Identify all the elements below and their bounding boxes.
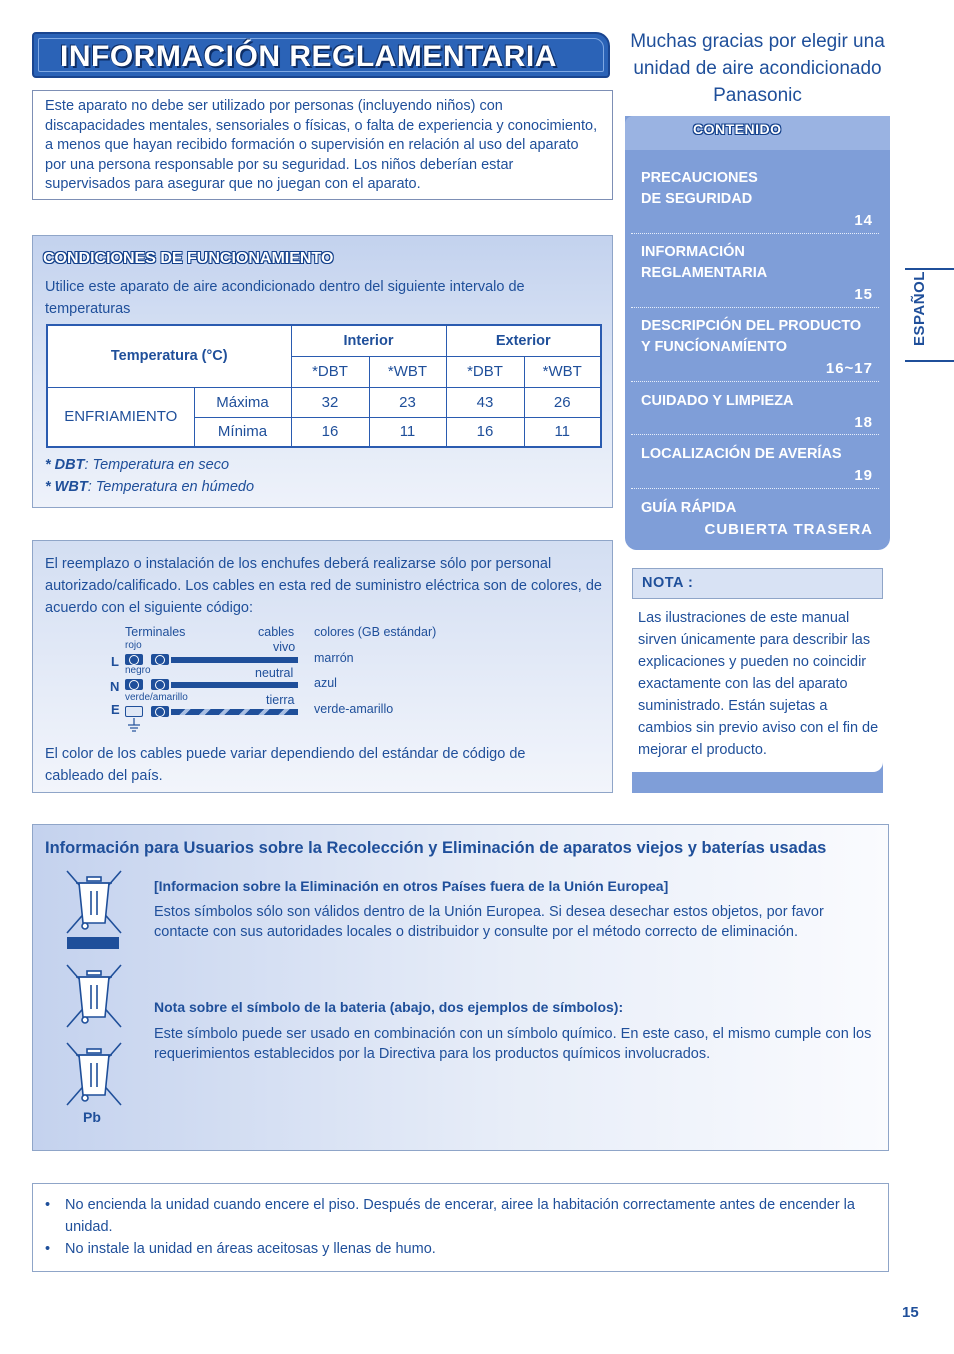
wiring-section [32, 540, 613, 793]
language-label: ESPAÑOL [911, 271, 928, 346]
wire-color: verde-amarillo [314, 702, 394, 716]
terminal-color: negro [125, 665, 151, 676]
operating-conditions-heading: CONDICIONES DE FUNCIONAMIENTO [43, 250, 334, 267]
contents-title: CONTENIDO [693, 121, 782, 137]
terminal-screw-icon [125, 679, 143, 690]
toc-label: INFORMACIÓN REGLAMENTARIA [641, 244, 768, 281]
disposal-subheading: [Informacion sobre la Eliminación en otros Países fuera de la Unión Europea] [154, 878, 669, 894]
thanks-text: Muchas gracias por elegir una unidad de aire acondicionado Panasonic [630, 31, 885, 106]
toc-divider [631, 233, 879, 234]
terminal-color: rojo [125, 640, 142, 651]
list-item: • No instale la unidad en áreas aceitosas y llenas de humo. [45, 1238, 876, 1260]
toc-item[interactable] [631, 168, 879, 231]
toc-page: 14 [854, 212, 873, 229]
temp-header: Temperatura (°C) [47, 325, 291, 387]
dbt-header: *DBT [446, 356, 524, 387]
toc-label: PRECAUCIONES DE SEGURIDAD [641, 170, 758, 207]
dbt-note-key: * DBT [45, 457, 85, 473]
crossed-bin-icon [63, 1041, 125, 1107]
live-cable [171, 657, 298, 663]
page-title: INFORMACIÓN REGLAMENTARIA [60, 40, 557, 73]
nota-box [632, 600, 883, 772]
table-cell: 11 [524, 417, 601, 447]
table-cell: 26 [524, 387, 601, 417]
toc-item[interactable] [631, 391, 879, 433]
operating-conditions-section [32, 235, 613, 508]
table-cell: 11 [369, 417, 446, 447]
table-cell: 32 [291, 387, 369, 417]
table-cell: 23 [369, 387, 446, 417]
contents-panel [625, 116, 890, 550]
disposal-bar [67, 937, 119, 949]
toc-divider [631, 307, 879, 308]
table-cell: 43 [446, 387, 524, 417]
terminal-screw-icon [151, 654, 169, 665]
toc-page: 18 [854, 414, 873, 431]
wiring-intro: El reemplazo o instalación de los enchufes deberá realizarse sólo por personal autorizado/calificado. Los cables en esta red de suministro eléctrica son de colores, de acuerdo con el siguiente código: [45, 556, 602, 616]
interior-header: Interior [291, 325, 446, 356]
wbt-note: : Temperatura en húmedo [87, 479, 255, 495]
earth-cable [171, 709, 298, 715]
toc-page: 19 [854, 467, 873, 484]
wire-letter: N [110, 679, 120, 694]
nota-text: Las ilustraciones de este manual sirven únicamente para describir las explicaciones y pueden no coincidir exactamente con las del aparato suministrado. Están sujetas a cambios sin previo aviso con el fin de mejorar el producto. [638, 610, 879, 758]
temperature-notes [45, 454, 254, 498]
max-label: Máxima [194, 387, 291, 417]
list-item: • No encienda la unidad cuando encere el piso. Después de encerar, airee la habitación correctamente antes de encender la unidad. [45, 1194, 876, 1238]
toc-label: LOCALIZACIÓN DE AVERÍAS [641, 446, 842, 462]
terminal-screw-icon [125, 654, 143, 665]
warning-text: Este aparato no debe ser utilizado por personas (incluyendo niños) con discapacidades mentales, sensoriales o físicas, o falta de experiencia y conocimiento, a menos que hayan recibido formación o supervisión en relación al uso del aparato por una persona responsable por su seguridad. Los niños deberían estar supervisados para asegurar que no juegan con el aparato. [45, 98, 598, 192]
notes-list [45, 1194, 876, 1260]
table-cell: 16 [291, 417, 369, 447]
contents-header [625, 116, 890, 150]
dbt-note: : Temperatura en seco [84, 457, 230, 473]
colors-header: colores (GB estándar) [314, 625, 437, 639]
title-banner [32, 32, 610, 78]
disposal-section [32, 824, 889, 1151]
exterior-header: Exterior [446, 325, 601, 356]
terminal-screw-icon [125, 706, 143, 717]
wire-letter: L [111, 654, 119, 669]
battery-paragraph: Este símbolo puede ser usado en combinación con un símbolo químico. En este caso, el mismo cumple con los requerimientos establecidos por la Directiva para los productos químicos involucrados. [154, 1026, 872, 1062]
wire-letter: E [111, 702, 120, 717]
cables-label: cables [258, 625, 295, 639]
toc-page: CUBIERTA TRASERA [704, 521, 873, 538]
dbt-header: *DBT [291, 356, 369, 387]
table-cell: 16 [446, 417, 524, 447]
cable-name: tierra [266, 693, 295, 707]
terminals-label: Terminales [125, 625, 186, 639]
toc-divider [631, 434, 879, 435]
disposal-title: Información para Usuarios sobre la Recolección y Eliminación de aparatos viejos y baterías usadas [45, 839, 827, 857]
toc-item[interactable] [631, 444, 879, 486]
toc-label: CUIDADO Y LIMPIEZA [641, 393, 794, 409]
terminal-color: verde/amarillo [125, 692, 188, 703]
mode-cell: ENFRIAMIENTO [47, 387, 194, 447]
cable-name: vivo [273, 640, 296, 654]
ground-icon [126, 718, 142, 732]
wire-color: azul [314, 676, 337, 690]
min-label: Mínima [194, 417, 291, 447]
toc-divider [631, 381, 879, 382]
wbt-header: *WBT [524, 356, 601, 387]
toc-page: 16~17 [825, 360, 873, 377]
toc-page: 15 [854, 286, 873, 303]
temperature-table [46, 324, 602, 448]
notes-box [32, 1183, 889, 1272]
toc-item[interactable] [631, 242, 879, 305]
disposal-paragraph: Estos símbolos sólo son válidos dentro de la Unión Europea. Si desea desechar estos objetos, por favor contacte con sus autoridades locales o distribuidor y consulte por el método correcto de eliminación. [154, 904, 824, 940]
terminal-screw-icon [151, 679, 169, 690]
operating-conditions-intro: Utilice este aparato de aire acondicionado dentro del siguiente intervalo de temperaturas [45, 279, 525, 317]
battery-subheading: Nota sobre el símbolo de la bateria (abajo, dos ejemplos de símbolos): [154, 999, 624, 1015]
nota-header [632, 568, 883, 599]
toc-label: DESCRIPCIÓN DEL PRODUCTO Y FUNCÍONAMÍENTO [641, 318, 862, 355]
crossed-bin-icon [63, 963, 125, 1029]
toc-item[interactable] [631, 498, 879, 540]
toc-label: GUÍA RÁPIDA [641, 500, 737, 516]
neutral-cable [171, 682, 298, 688]
terminal-screw-icon [151, 706, 169, 717]
wire-color: marrón [314, 651, 354, 665]
wbt-note-key: * WBT [45, 479, 88, 495]
toc-item[interactable] [631, 316, 879, 379]
toc-divider [631, 488, 879, 489]
cable-name: neutral [255, 666, 294, 680]
pb-label: Pb [83, 1109, 101, 1125]
page-number: 15 [902, 1304, 919, 1321]
wiring-outro: El color de los cables puede variar dependiendo del estándar de código de cableado del país. [45, 746, 526, 784]
crossed-bin-icon [63, 869, 125, 935]
language-tab [905, 268, 954, 362]
nota-heading: NOTA : [642, 575, 694, 591]
wbt-header: *WBT [369, 356, 446, 387]
warning-box [32, 90, 613, 200]
